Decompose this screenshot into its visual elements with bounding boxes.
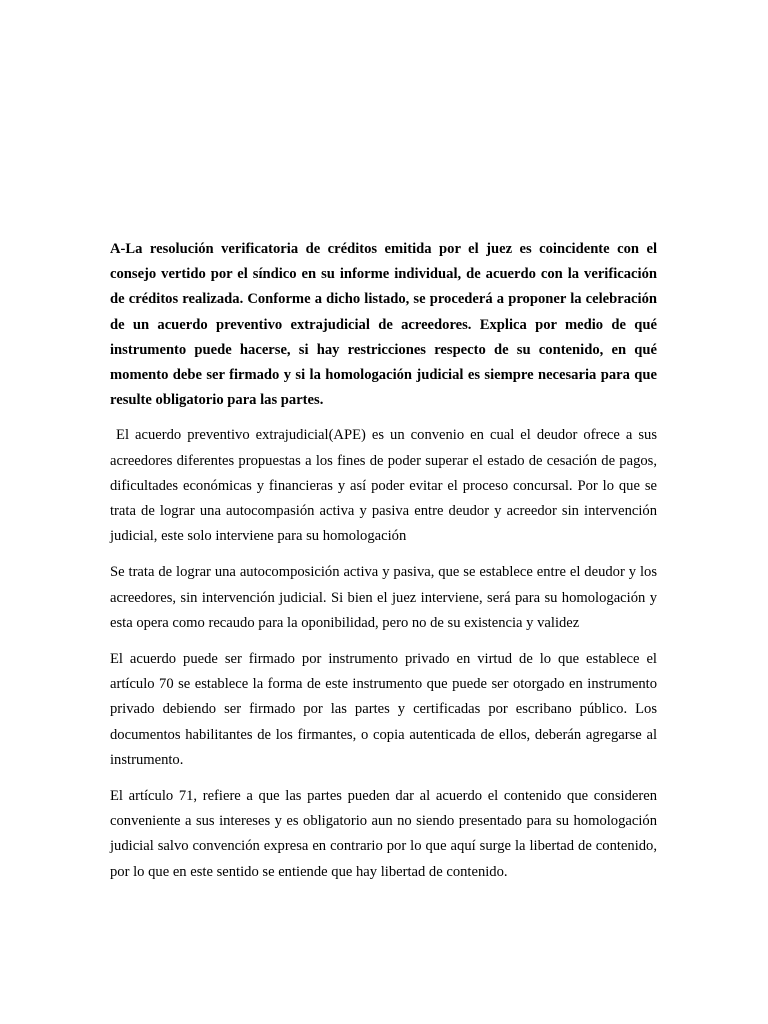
- answer-paragraph-2: Se trata de lograr una autocomposición activa y pasiva, que se establece entre el deudor y los acreedores, sin intervención judicial. Si bien el juez interviene, será para su homologación y esta opera como recaudo para la oponibilidad, pero no de su existencia y validez: [110, 564, 657, 631]
- document-body: [110, 237, 661, 896]
- question-paragraph: A-La resolución verificatoria de créditos emitida por el juez es coincidente con el consejo vertido por el síndico en su informe individual, de acuerdo con la verificación de créditos realizada. Conforme a dicho listado, se procederá a proponer la celebración de un acuerdo preventivo extrajudicial de acreedores. Explica por medio de qué instrumento puede hacerse, si hay restricciones respecto de su contenido, en qué momento debe ser firmado y si la homologación judicial es siempre necesaria para que resulte obligatorio para las partes.: [110, 241, 657, 409]
- answer-paragraph-4: El artículo 71, refiere a que las partes pueden dar al acuerdo el contenido que consideren conveniente a sus intereses y es obligatorio aun no siendo presentado para su homologación judicial salvo convención expresa en contrario por lo que aquí surge la libertad de contenido, por lo que en este sentido se entiende que hay libertad de contenido.: [110, 788, 657, 880]
- answer-paragraph-1: El acuerdo preventivo extrajudicial(APE) es un convenio en cual el deudor ofrece a sus acreedores diferentes propuestas a los fines de poder superar el estado de cesación de pagos, dificultades económicas y financieras y así poder evitar el proceso concursal. Por lo que se trata de lograr una autocompasión activa y pasiva entre deudor y acreedor sin intervención judicial, este solo interviene para su homologación: [110, 427, 661, 545]
- answer-paragraph-3: El acuerdo puede ser firmado por instrumento privado en virtud de lo que establece el artículo 70 se establece la forma de este instrumento que puede ser otorgado en instrumento privado debiendo ser firmado por las partes y certificadas por escribano público. Los documentos habilitantes de los firmantes, o copia autenticada de ellos, deberán agregarse al instrumento.: [110, 651, 657, 768]
